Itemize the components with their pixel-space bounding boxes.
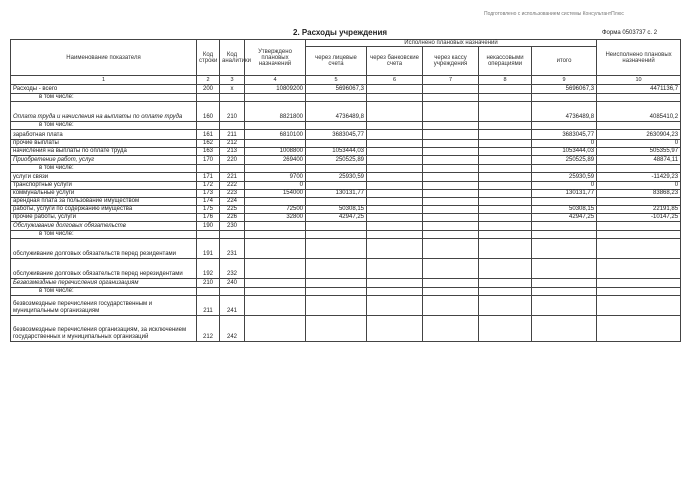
row-analytic-code: 230 <box>220 222 245 231</box>
row-non-cash <box>479 156 532 165</box>
row-total <box>532 231 597 239</box>
row-unexecuted <box>597 198 681 206</box>
row-non-cash <box>479 173 532 182</box>
col-header-via-accounts: через лицевые счета <box>306 47 367 76</box>
col-header-via-bank: через банковские счета <box>367 47 423 76</box>
row-via-bank <box>367 102 423 122</box>
row-unexecuted <box>597 288 681 296</box>
row-unexecuted: -11429,23 <box>597 173 681 182</box>
col-header-total: итого <box>532 47 597 76</box>
row-unexecuted: 2630904,23 <box>597 130 681 140</box>
row-analytic-code: 242 <box>220 316 245 342</box>
row-unexecuted: 505355,97 <box>597 148 681 156</box>
row-via-bank <box>367 259 423 279</box>
row-via-accounts: 4736489,8 <box>306 102 367 122</box>
column-number: 5 <box>306 76 367 85</box>
row-name: Безвозмездные перечисления организациям <box>11 279 197 288</box>
row-via-cash <box>423 222 479 231</box>
row-via-cash <box>423 198 479 206</box>
row-via-bank <box>367 222 423 231</box>
table-row <box>11 94 681 102</box>
consultant-plus-note: Подготовлено с использованием системы КонсультантПлюс <box>484 11 624 17</box>
row-approved <box>245 239 306 259</box>
row-name: заработная плата <box>11 130 197 140</box>
row-analytic-code: 240 <box>220 279 245 288</box>
row-via-bank <box>367 288 423 296</box>
row-line-code: 212 <box>197 316 220 342</box>
row-name: обслуживание долговых обязательств перед нерезидентами <box>11 259 197 279</box>
row-name: Расходы - всего <box>11 85 197 94</box>
row-via-bank <box>367 173 423 182</box>
row-non-cash <box>479 85 532 94</box>
form-code: Форма 0503737 с. 2 <box>602 30 658 36</box>
column-number: 9 <box>532 76 597 85</box>
row-approved <box>245 279 306 288</box>
row-analytic-code <box>220 288 245 296</box>
row-unexecuted <box>597 122 681 130</box>
row-non-cash <box>479 206 532 214</box>
row-via-cash <box>423 296 479 316</box>
row-approved <box>245 165 306 173</box>
row-via-bank <box>367 156 423 165</box>
row-via-accounts <box>306 94 367 102</box>
row-name: Приобретение работ, услуг <box>11 156 197 165</box>
row-line-code <box>197 165 220 173</box>
row-via-cash <box>423 94 479 102</box>
row-via-accounts <box>306 288 367 296</box>
row-unexecuted <box>597 222 681 231</box>
row-analytic-code: 231 <box>220 239 245 259</box>
row-line-code <box>197 231 220 239</box>
row-approved <box>245 288 306 296</box>
table-row <box>11 214 681 222</box>
row-via-accounts <box>306 122 367 130</box>
col-header-analytic-code: Код аналитики <box>220 40 245 76</box>
row-via-accounts: 1053444,03 <box>306 148 367 156</box>
table-row <box>11 316 681 342</box>
row-unexecuted <box>597 259 681 279</box>
row-total <box>532 94 597 102</box>
row-name: Обслуживание долговых обязательств <box>11 222 197 231</box>
row-name: работы, услуги по содержанию имущества <box>11 206 197 214</box>
row-approved: 0 <box>245 182 306 190</box>
row-total <box>532 165 597 173</box>
row-via-accounts <box>306 140 367 148</box>
row-via-bank <box>367 140 423 148</box>
row-non-cash <box>479 130 532 140</box>
table-row <box>11 259 681 279</box>
table-row <box>11 231 681 239</box>
row-approved <box>245 316 306 342</box>
row-approved: 154000 <box>245 190 306 198</box>
row-via-cash <box>423 85 479 94</box>
table-row <box>11 239 681 259</box>
row-via-accounts <box>306 259 367 279</box>
table-row <box>11 279 681 288</box>
row-total <box>532 279 597 288</box>
row-approved <box>245 222 306 231</box>
row-analytic-code: 212 <box>220 140 245 148</box>
row-via-bank <box>367 190 423 198</box>
row-line-code: 171 <box>197 173 220 182</box>
row-via-accounts: 130131,77 <box>306 190 367 198</box>
row-analytic-code <box>220 165 245 173</box>
row-analytic-code: 222 <box>220 182 245 190</box>
col-header-non-cash: некассовыми операциями <box>479 47 532 76</box>
row-name: безвозмездные перечисления государственным и муниципальным организациям <box>11 296 197 316</box>
row-total <box>532 222 597 231</box>
row-total: 3683045,77 <box>532 130 597 140</box>
row-via-cash <box>423 140 479 148</box>
column-number: 3 <box>220 76 245 85</box>
row-non-cash <box>479 190 532 198</box>
row-name: прочие работы, услуги <box>11 214 197 222</box>
row-via-bank <box>367 182 423 190</box>
row-approved: 1008800 <box>245 148 306 156</box>
row-via-cash <box>423 182 479 190</box>
row-non-cash <box>479 316 532 342</box>
column-number: 8 <box>479 76 532 85</box>
row-analytic-code: 226 <box>220 214 245 222</box>
row-via-bank <box>367 85 423 94</box>
row-total: 42947,25 <box>532 214 597 222</box>
row-total <box>532 316 597 342</box>
column-number: 1 <box>11 76 197 85</box>
row-line-code: 191 <box>197 239 220 259</box>
row-via-accounts <box>306 198 367 206</box>
row-total: 0 <box>532 140 597 148</box>
row-name: в том числе: <box>11 231 197 239</box>
row-line-code: 176 <box>197 214 220 222</box>
row-unexecuted: 4085410,2 <box>597 102 681 122</box>
row-via-cash <box>423 122 479 130</box>
row-unexecuted: 48874,11 <box>597 156 681 165</box>
row-via-bank <box>367 94 423 102</box>
row-approved <box>245 140 306 148</box>
row-unexecuted: -10147,25 <box>597 214 681 222</box>
row-non-cash <box>479 94 532 102</box>
row-name: безвозмездные перечисления организациям, за исключением государственных и муниципальных организаций <box>11 316 197 342</box>
row-line-code <box>197 122 220 130</box>
col-header-executed-group: Исполнено плановых назначений <box>306 40 597 47</box>
row-via-accounts <box>306 222 367 231</box>
row-via-bank <box>367 214 423 222</box>
row-non-cash <box>479 122 532 130</box>
row-unexecuted <box>597 279 681 288</box>
column-number-row <box>11 76 681 85</box>
column-number: 10 <box>597 76 681 85</box>
row-unexecuted: 22191,85 <box>597 206 681 214</box>
row-total <box>532 198 597 206</box>
column-number: 2 <box>197 76 220 85</box>
row-total: 4736489,8 <box>532 102 597 122</box>
row-via-accounts <box>306 296 367 316</box>
row-name: арендная плата за пользование имуществом <box>11 198 197 206</box>
row-approved <box>245 94 306 102</box>
row-non-cash <box>479 214 532 222</box>
col-header-line-code: Код строки <box>197 40 220 76</box>
row-total <box>532 122 597 130</box>
row-analytic-code: x <box>220 85 245 94</box>
row-line-code: 172 <box>197 182 220 190</box>
row-via-cash <box>423 259 479 279</box>
row-via-bank <box>367 206 423 214</box>
row-via-cash <box>423 239 479 259</box>
row-total <box>532 288 597 296</box>
row-analytic-code: 232 <box>220 259 245 279</box>
row-analytic-code <box>220 231 245 239</box>
table-row <box>11 206 681 214</box>
row-name: услуги связи <box>11 173 197 182</box>
row-total: 0 <box>532 182 597 190</box>
row-via-bank <box>367 148 423 156</box>
row-name: транспортные услуги <box>11 182 197 190</box>
row-via-cash <box>423 173 479 182</box>
row-total: 1053444,03 <box>532 148 597 156</box>
row-line-code: 174 <box>197 198 220 206</box>
row-approved: 269400 <box>245 156 306 165</box>
row-via-bank <box>367 296 423 316</box>
row-line-code: 163 <box>197 148 220 156</box>
row-non-cash <box>479 148 532 156</box>
row-non-cash <box>479 140 532 148</box>
row-total: 130131,77 <box>532 190 597 198</box>
row-via-accounts <box>306 239 367 259</box>
row-via-accounts <box>306 316 367 342</box>
row-via-cash <box>423 165 479 173</box>
row-unexecuted <box>597 231 681 239</box>
row-via-accounts: 3683045,77 <box>306 130 367 140</box>
row-line-code <box>197 288 220 296</box>
row-analytic-code: 225 <box>220 206 245 214</box>
row-non-cash <box>479 288 532 296</box>
row-analytic-code <box>220 122 245 130</box>
row-via-cash <box>423 190 479 198</box>
row-analytic-code: 224 <box>220 198 245 206</box>
row-approved <box>245 198 306 206</box>
row-unexecuted: 4471136,7 <box>597 85 681 94</box>
row-non-cash <box>479 231 532 239</box>
row-line-code: 160 <box>197 102 220 122</box>
row-non-cash <box>479 259 532 279</box>
row-approved: 32800 <box>245 214 306 222</box>
row-approved <box>245 259 306 279</box>
col-header-approved: Утверждено плановых назначений <box>245 40 306 76</box>
row-approved: 6810100 <box>245 130 306 140</box>
row-total: 50308,15 <box>532 206 597 214</box>
table-row <box>11 85 681 94</box>
expenses-table <box>10 39 681 342</box>
row-name: Оплата труда и начисления на выплаты по оплате труда <box>11 102 197 122</box>
row-unexecuted <box>597 165 681 173</box>
row-line-code: 162 <box>197 140 220 148</box>
column-number: 4 <box>245 76 306 85</box>
row-non-cash <box>479 239 532 259</box>
row-via-accounts <box>306 182 367 190</box>
row-via-accounts: 42947,25 <box>306 214 367 222</box>
col-header-name: Наименование показателя <box>11 40 197 76</box>
row-approved: 9700 <box>245 173 306 182</box>
row-unexecuted <box>597 296 681 316</box>
row-total <box>532 259 597 279</box>
row-total <box>532 296 597 316</box>
row-via-accounts: 250525,89 <box>306 156 367 165</box>
row-name: в том числе: <box>11 165 197 173</box>
row-unexecuted <box>597 316 681 342</box>
row-approved: 10809200 <box>245 85 306 94</box>
section-title: 2. Расходы учреждения <box>293 28 388 37</box>
row-total: 250525,89 <box>532 156 597 165</box>
row-analytic-code: 211 <box>220 130 245 140</box>
row-via-cash <box>423 130 479 140</box>
row-via-cash <box>423 214 479 222</box>
table-row <box>11 165 681 173</box>
table-row <box>11 130 681 140</box>
row-line-code: 192 <box>197 259 220 279</box>
row-name: коммунальные услуги <box>11 190 197 198</box>
row-total <box>532 239 597 259</box>
row-unexecuted: 0 <box>597 182 681 190</box>
table-row <box>11 156 681 165</box>
row-via-accounts: 25930,59 <box>306 173 367 182</box>
row-via-cash <box>423 279 479 288</box>
row-non-cash <box>479 222 532 231</box>
row-name: в том числе: <box>11 288 197 296</box>
row-non-cash <box>479 102 532 122</box>
row-line-code: 161 <box>197 130 220 140</box>
row-analytic-code: 223 <box>220 190 245 198</box>
table-row <box>11 148 681 156</box>
row-unexecuted: 0 <box>597 140 681 148</box>
table-row <box>11 122 681 130</box>
table-row <box>11 296 681 316</box>
table-row <box>11 173 681 182</box>
row-line-code: 170 <box>197 156 220 165</box>
row-line-code: 200 <box>197 85 220 94</box>
table-row <box>11 288 681 296</box>
table-row <box>11 190 681 198</box>
col-header-via-cash: через кассу учреждения <box>423 47 479 76</box>
row-analytic-code: 220 <box>220 156 245 165</box>
row-total: 5696067,3 <box>532 85 597 94</box>
row-analytic-code <box>220 94 245 102</box>
row-via-accounts: 5696067,3 <box>306 85 367 94</box>
row-via-accounts <box>306 165 367 173</box>
row-line-code: 211 <box>197 296 220 316</box>
row-line-code: 175 <box>197 206 220 214</box>
row-via-cash <box>423 206 479 214</box>
row-via-bank <box>367 231 423 239</box>
row-approved: 8821800 <box>245 102 306 122</box>
row-via-accounts <box>306 231 367 239</box>
row-name: начисления на выплаты по оплате труда <box>11 148 197 156</box>
row-via-cash <box>423 148 479 156</box>
row-non-cash <box>479 296 532 316</box>
row-line-code: 210 <box>197 279 220 288</box>
row-non-cash <box>479 279 532 288</box>
row-via-bank <box>367 165 423 173</box>
table-row <box>11 102 681 122</box>
row-name: обслуживание долговых обязательств перед резидентами <box>11 239 197 259</box>
row-line-code <box>197 94 220 102</box>
row-via-cash <box>423 102 479 122</box>
table-row <box>11 182 681 190</box>
row-via-bank <box>367 239 423 259</box>
row-unexecuted <box>597 94 681 102</box>
row-via-cash <box>423 288 479 296</box>
table-row <box>11 198 681 206</box>
row-name: в том числе: <box>11 122 197 130</box>
row-analytic-code: 241 <box>220 296 245 316</box>
row-analytic-code: 221 <box>220 173 245 182</box>
row-unexecuted <box>597 239 681 259</box>
table-row <box>11 222 681 231</box>
column-number: 6 <box>367 76 423 85</box>
row-via-cash <box>423 316 479 342</box>
row-approved <box>245 122 306 130</box>
row-approved: 72500 <box>245 206 306 214</box>
row-name: в том числе: <box>11 94 197 102</box>
row-via-accounts: 50308,15 <box>306 206 367 214</box>
row-via-cash <box>423 156 479 165</box>
row-approved <box>245 296 306 316</box>
row-via-bank <box>367 316 423 342</box>
row-line-code: 173 <box>197 190 220 198</box>
row-non-cash <box>479 182 532 190</box>
row-analytic-code: 213 <box>220 148 245 156</box>
row-via-bank <box>367 122 423 130</box>
column-number: 7 <box>423 76 479 85</box>
row-via-bank <box>367 279 423 288</box>
table-row <box>11 140 681 148</box>
row-name: прочие выплаты <box>11 140 197 148</box>
row-line-code: 190 <box>197 222 220 231</box>
row-via-accounts <box>306 279 367 288</box>
col-header-unexecuted: Неисполнено плановых назначений <box>597 40 681 76</box>
row-approved <box>245 231 306 239</box>
row-total: 25930,59 <box>532 173 597 182</box>
row-via-cash <box>423 231 479 239</box>
row-non-cash <box>479 198 532 206</box>
row-via-bank <box>367 198 423 206</box>
row-non-cash <box>479 165 532 173</box>
row-unexecuted: 83868,23 <box>597 190 681 198</box>
row-analytic-code: 210 <box>220 102 245 122</box>
row-via-bank <box>367 130 423 140</box>
